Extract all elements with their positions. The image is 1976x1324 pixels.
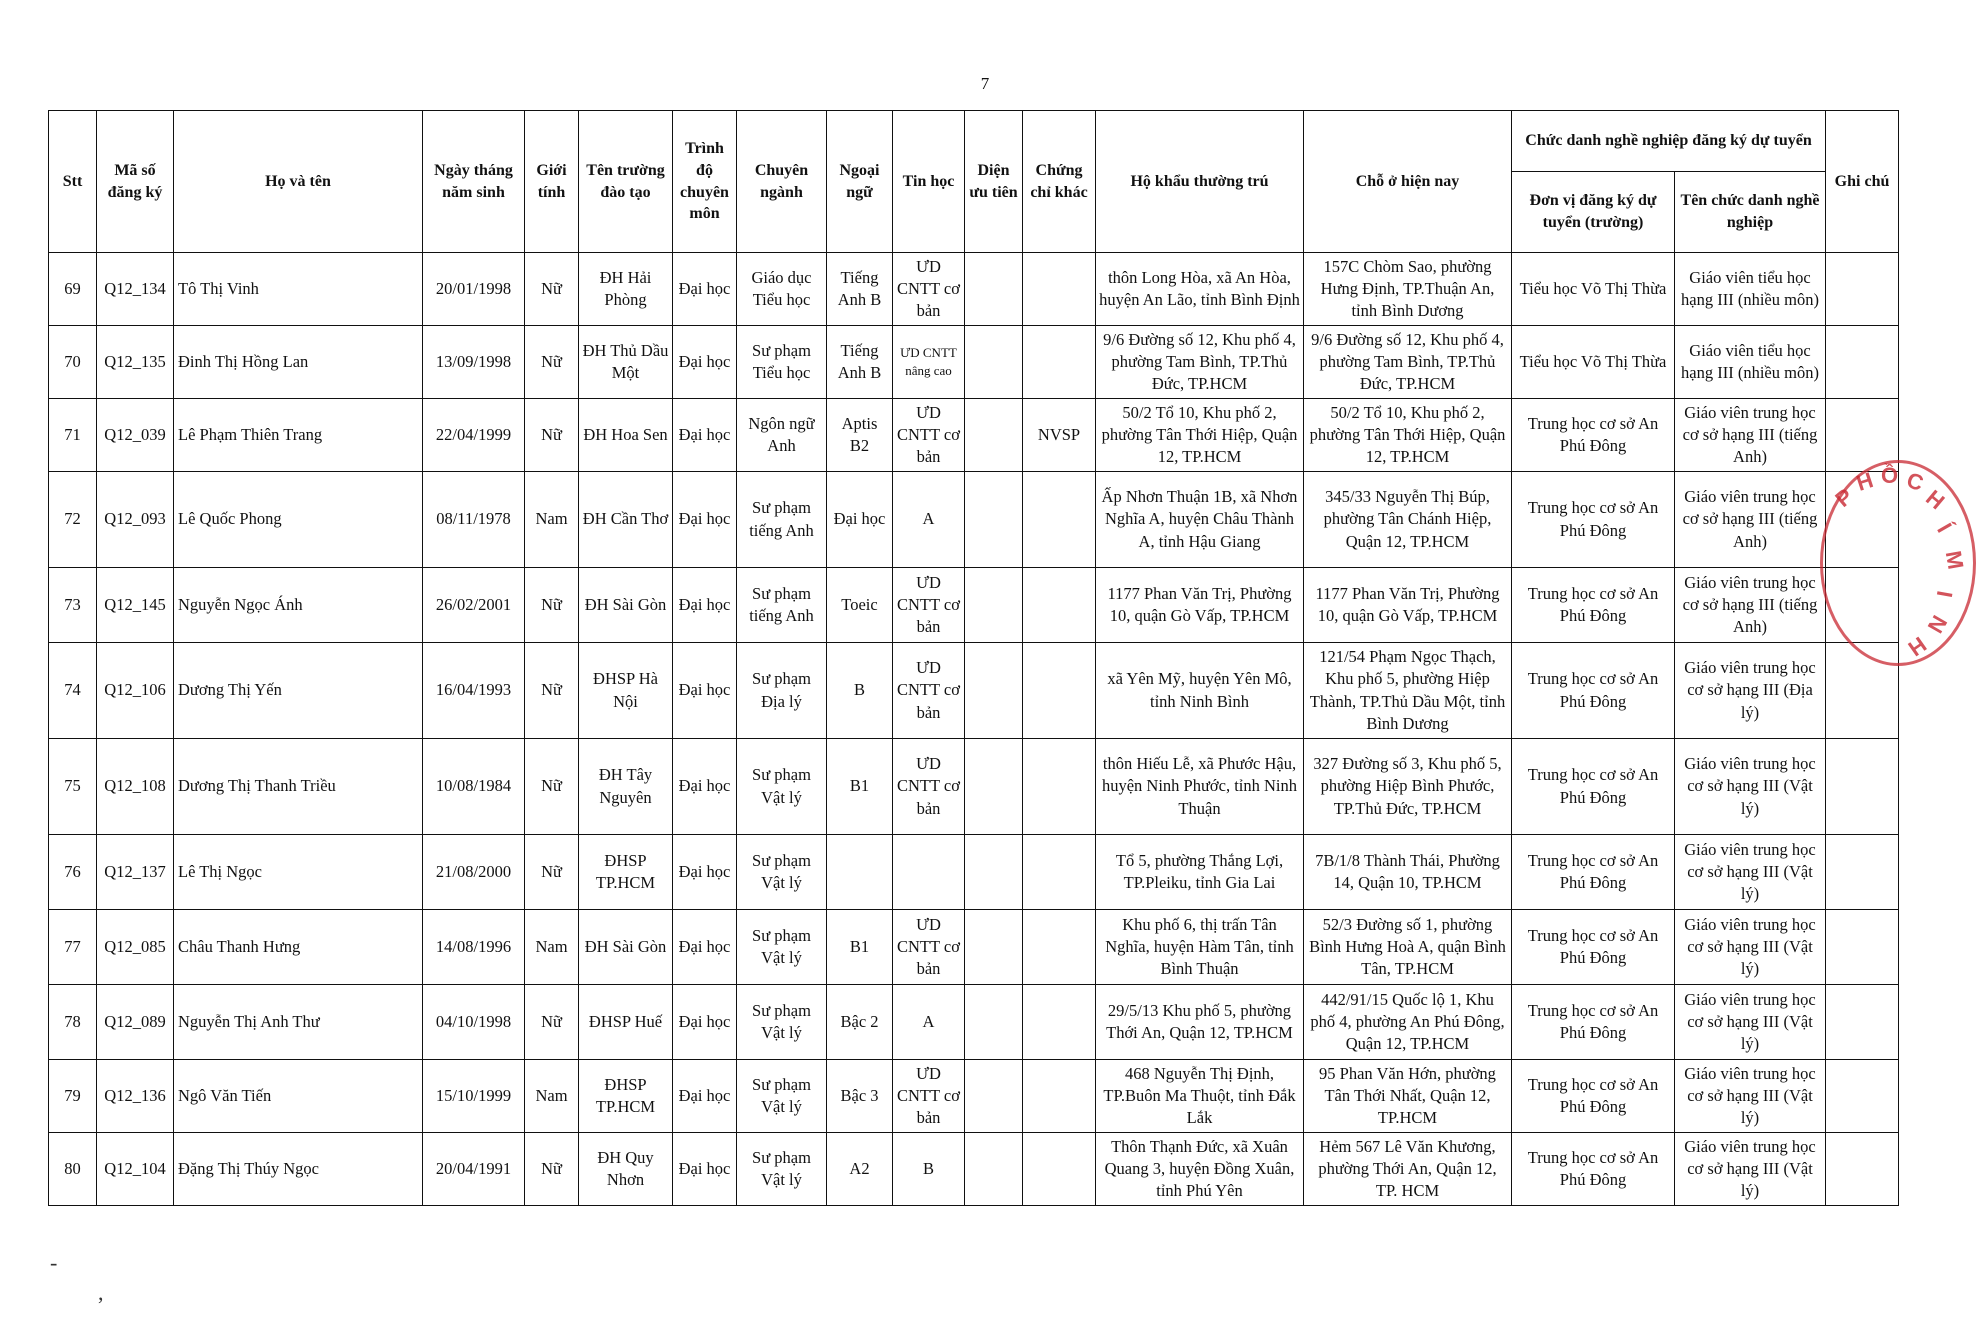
cell-gioi-tinh: Nam <box>525 1060 579 1133</box>
cell-stt: 77 <box>49 910 97 985</box>
cell-ho-ten: Dương Thị Yến <box>174 643 423 739</box>
table-row <box>49 835 1899 910</box>
table-row <box>49 1133 1899 1206</box>
cell-chung-chi <box>1023 472 1096 568</box>
cell-chung-chi <box>1023 985 1096 1060</box>
cell-ma-so: Q12_134 <box>97 253 174 326</box>
cell-tin-hoc: B <box>893 1133 965 1206</box>
cell-ngoai-ngu <box>827 835 893 910</box>
cell-ngay-sinh: 08/11/1978 <box>423 472 525 568</box>
cell-dien-uu-tien <box>965 835 1023 910</box>
cell-gioi-tinh: Nữ <box>525 643 579 739</box>
cell-cho-o: 1177 Phan Văn Trị, Phường 10, quận Gò Vấp, TP.HCM <box>1304 568 1512 643</box>
cell-ngoai-ngu: Toeic <box>827 568 893 643</box>
cell-chung-chi <box>1023 253 1096 326</box>
cell-stt: 70 <box>49 326 97 399</box>
cell-chuc-danh: Giáo viên trung học cơ sở hạng III (Vật lý) <box>1675 1133 1826 1206</box>
cell-ngay-sinh: 14/08/1996 <box>423 910 525 985</box>
cell-ngoai-ngu: Bậc 2 <box>827 985 893 1060</box>
table-row <box>49 643 1899 739</box>
cell-chuc-danh: Giáo viên trung học cơ sở hạng III (Vật lý) <box>1675 985 1826 1060</box>
cell-truong: ĐH Sài Gòn <box>579 910 673 985</box>
cell-gioi-tinh: Nam <box>525 910 579 985</box>
header-stt: Stt <box>49 111 97 253</box>
scan-speck: , <box>98 1280 104 1305</box>
table-row <box>49 326 1899 399</box>
cell-ma-so: Q12_089 <box>97 985 174 1060</box>
cell-chung-chi: NVSP <box>1023 399 1096 472</box>
cell-trinh-do: Đại học <box>673 253 737 326</box>
cell-stt: 80 <box>49 1133 97 1206</box>
cell-ho-ten: Tô Thị Vinh <box>174 253 423 326</box>
cell-gioi-tinh: Nam <box>525 472 579 568</box>
cell-chuc-danh: Giáo viên tiểu học hạng III (nhiều môn) <box>1675 253 1826 326</box>
cell-don-vi: Trung học cơ sở An Phú Đông <box>1512 1060 1675 1133</box>
cell-tin-hoc: A <box>893 985 965 1060</box>
header-ma-so: Mã số đăng ký <box>97 111 174 253</box>
cell-ho-khau: thôn Hiếu Lễ, xã Phước Hậu, huyện Ninh Phước, tỉnh Ninh Thuận <box>1096 739 1304 835</box>
cell-chuyen-nganh: Sư phạm Vật lý <box>737 910 827 985</box>
cell-ghi-chu <box>1826 910 1899 985</box>
cell-ma-so: Q12_039 <box>97 399 174 472</box>
cell-ngay-sinh: 22/04/1999 <box>423 399 525 472</box>
cell-ho-khau: 9/6 Đường số 12, Khu phố 4, phường Tam Bình, TP.Thủ Đức, TP.HCM <box>1096 326 1304 399</box>
cell-ghi-chu <box>1826 1133 1899 1206</box>
cell-ngay-sinh: 04/10/1998 <box>423 985 525 1060</box>
scan-speck: - <box>50 1250 58 1275</box>
cell-chung-chi <box>1023 1060 1096 1133</box>
cell-ngoai-ngu: Aptis B2 <box>827 399 893 472</box>
cell-don-vi: Trung học cơ sở An Phú Đông <box>1512 568 1675 643</box>
table-row <box>49 568 1899 643</box>
cell-truong: ĐHSP TP.HCM <box>579 1060 673 1133</box>
cell-don-vi: Trung học cơ sở An Phú Đông <box>1512 1133 1675 1206</box>
cell-stt: 69 <box>49 253 97 326</box>
cell-ho-khau: 1177 Phan Văn Trị, Phường 10, quận Gò Vấp, TP.HCM <box>1096 568 1304 643</box>
cell-stt: 73 <box>49 568 97 643</box>
cell-ngoai-ngu: Đại học <box>827 472 893 568</box>
header-chung-chi: Chứng chỉ khác <box>1023 111 1096 253</box>
cell-chuyen-nganh: Ngôn ngữ Anh <box>737 399 827 472</box>
cell-gioi-tinh: Nữ <box>525 835 579 910</box>
cell-stt: 79 <box>49 1060 97 1133</box>
cell-dien-uu-tien <box>965 253 1023 326</box>
cell-gioi-tinh: Nữ <box>525 1133 579 1206</box>
cell-ho-khau: Ấp Nhơn Thuận 1B, xã Nhơn Nghĩa A, huyện Châu Thành A, tỉnh Hậu Giang <box>1096 472 1304 568</box>
cell-ghi-chu <box>1826 835 1899 910</box>
cell-ma-so: Q12_108 <box>97 739 174 835</box>
cell-ngay-sinh: 20/01/1998 <box>423 253 525 326</box>
cell-trinh-do: Đại học <box>673 739 737 835</box>
cell-ngoai-ngu: B1 <box>827 739 893 835</box>
cell-don-vi: Trung học cơ sở An Phú Đông <box>1512 399 1675 472</box>
cell-ho-ten: Đặng Thị Thúy Ngọc <box>174 1133 423 1206</box>
cell-truong: ĐH Tây Nguyên <box>579 739 673 835</box>
cell-stt: 75 <box>49 739 97 835</box>
header-dien-uu-tien: Diện ưu tiên <box>965 111 1023 253</box>
header-ngoai-ngu: Ngoại ngữ <box>827 111 893 253</box>
header-ngay-sinh: Ngày tháng năm sinh <box>423 111 525 253</box>
cell-tin-hoc: ƯD CNTT cơ bản <box>893 739 965 835</box>
cell-don-vi: Trung học cơ sở An Phú Đông <box>1512 472 1675 568</box>
cell-ho-ten: Châu Thanh Hưng <box>174 910 423 985</box>
cell-ma-so: Q12_137 <box>97 835 174 910</box>
cell-chung-chi <box>1023 643 1096 739</box>
cell-trinh-do: Đại học <box>673 1060 737 1133</box>
cell-trinh-do: Đại học <box>673 835 737 910</box>
cell-trinh-do: Đại học <box>673 472 737 568</box>
header-chuc-danh-group: Chức danh nghề nghiệp đăng ký dự tuyển <box>1512 111 1826 172</box>
cell-dien-uu-tien <box>965 643 1023 739</box>
cell-ngay-sinh: 13/09/1998 <box>423 326 525 399</box>
cell-chung-chi <box>1023 326 1096 399</box>
cell-chuyen-nganh: Giáo dục Tiểu học <box>737 253 827 326</box>
candidate-table <box>48 110 1899 1206</box>
cell-ngoai-ngu: A2 <box>827 1133 893 1206</box>
cell-ma-so: Q12_085 <box>97 910 174 985</box>
cell-cho-o: 95 Phan Văn Hớn, phường Tân Thới Nhất, Quận 12, TP.HCM <box>1304 1060 1512 1133</box>
cell-don-vi: Trung học cơ sở An Phú Đông <box>1512 835 1675 910</box>
cell-ho-ten: Nguyễn Thị Anh Thư <box>174 985 423 1060</box>
cell-dien-uu-tien <box>965 1060 1023 1133</box>
cell-tin-hoc <box>893 835 965 910</box>
cell-gioi-tinh: Nữ <box>525 399 579 472</box>
cell-tin-hoc: ƯD CNTT cơ bản <box>893 399 965 472</box>
cell-ho-ten: Đinh Thị Hồng Lan <box>174 326 423 399</box>
cell-trinh-do: Đại học <box>673 643 737 739</box>
cell-tin-hoc: ƯD CNTT cơ bản <box>893 1060 965 1133</box>
cell-gioi-tinh: Nữ <box>525 326 579 399</box>
cell-ma-so: Q12_106 <box>97 643 174 739</box>
cell-tin-hoc: ƯD CNTT cơ bản <box>893 643 965 739</box>
cell-dien-uu-tien <box>965 739 1023 835</box>
cell-ghi-chu <box>1826 326 1899 399</box>
cell-ho-khau: Thôn Thạnh Đức, xã Xuân Quang 3, huyện Đồng Xuân, tỉnh Phú Yên <box>1096 1133 1304 1206</box>
cell-truong: ĐH Hải Phòng <box>579 253 673 326</box>
cell-chuc-danh: Giáo viên trung học cơ sở hạng III (tiếng Anh) <box>1675 568 1826 643</box>
cell-trinh-do: Đại học <box>673 326 737 399</box>
cell-don-vi: Tiểu học Võ Thị Thừa <box>1512 253 1675 326</box>
cell-stt: 71 <box>49 399 97 472</box>
header-cho-o: Chỗ ở hiện nay <box>1304 111 1512 253</box>
cell-chuc-danh: Giáo viên trung học cơ sở hạng III (Vật lý) <box>1675 1060 1826 1133</box>
cell-tin-hoc: ƯD CNTT nâng cao <box>893 326 965 399</box>
cell-chuc-danh: Giáo viên trung học cơ sở hạng III (Vật lý) <box>1675 739 1826 835</box>
cell-dien-uu-tien <box>965 910 1023 985</box>
cell-chuc-danh: Giáo viên trung học cơ sở hạng III (Vật lý) <box>1675 835 1826 910</box>
cell-ho-ten: Nguyễn Ngọc Ánh <box>174 568 423 643</box>
cell-ghi-chu <box>1826 985 1899 1060</box>
cell-gioi-tinh: Nữ <box>525 253 579 326</box>
cell-trinh-do: Đại học <box>673 399 737 472</box>
cell-chung-chi <box>1023 1133 1096 1206</box>
cell-ho-ten: Dương Thị Thanh Triều <box>174 739 423 835</box>
cell-ho-khau: 29/5/13 Khu phố 5, phường Thới An, Quận 12, TP.HCM <box>1096 985 1304 1060</box>
cell-trinh-do: Đại học <box>673 910 737 985</box>
cell-ho-khau: Tổ 5, phường Thắng Lợi, TP.Pleiku, tỉnh Gia Lai <box>1096 835 1304 910</box>
header-tin-hoc: Tin học <box>893 111 965 253</box>
cell-ho-khau: xã Yên Mỹ, huyện Yên Mô, tỉnh Ninh Bình <box>1096 643 1304 739</box>
cell-ho-ten: Lê Quốc Phong <box>174 472 423 568</box>
cell-dien-uu-tien <box>965 985 1023 1060</box>
table-row <box>49 985 1899 1060</box>
header-truong: Tên trường đào tạo <box>579 111 673 253</box>
cell-cho-o: Hẻm 567 Lê Văn Khương, phường Thới An, Quận 12, TP. HCM <box>1304 1133 1512 1206</box>
cell-cho-o: 345/33 Nguyễn Thị Búp, phường Tân Chánh Hiệp, Quận 12, TP.HCM <box>1304 472 1512 568</box>
cell-dien-uu-tien <box>965 472 1023 568</box>
cell-ngay-sinh: 20/04/1991 <box>423 1133 525 1206</box>
cell-gioi-tinh: Nữ <box>525 739 579 835</box>
cell-dien-uu-tien <box>965 326 1023 399</box>
cell-ngoai-ngu: Tiếng Anh B <box>827 253 893 326</box>
table-row <box>49 910 1899 985</box>
cell-ngoai-ngu: Tiếng Anh B <box>827 326 893 399</box>
header-ho-khau: Hộ khẩu thường trú <box>1096 111 1304 253</box>
cell-cho-o: 442/91/15 Quốc lộ 1, Khu phố 4, phường An Phú Đông, Quận 12, TP.HCM <box>1304 985 1512 1060</box>
table-row <box>49 399 1899 472</box>
cell-trinh-do: Đại học <box>673 568 737 643</box>
cell-truong: ĐH Sài Gòn <box>579 568 673 643</box>
cell-truong: ĐHSP TP.HCM <box>579 835 673 910</box>
cell-ngoai-ngu: B <box>827 643 893 739</box>
cell-chuyen-nganh: Sư phạm tiếng Anh <box>737 472 827 568</box>
cell-chuyen-nganh: Sư phạm tiếng Anh <box>737 568 827 643</box>
cell-ngoai-ngu: Bậc 3 <box>827 1060 893 1133</box>
cell-ghi-chu <box>1826 739 1899 835</box>
cell-dien-uu-tien <box>965 568 1023 643</box>
page-number: 7 <box>980 74 990 93</box>
cell-stt: 72 <box>49 472 97 568</box>
cell-stt: 76 <box>49 835 97 910</box>
cell-cho-o: 327 Đường số 3, Khu phố 5, phường Hiệp Bình Phước, TP.Thủ Đức, TP.HCM <box>1304 739 1512 835</box>
cell-chuyen-nganh: Sư phạm Địa lý <box>737 643 827 739</box>
cell-dien-uu-tien <box>965 1133 1023 1206</box>
cell-chuc-danh: Giáo viên trung học cơ sở hạng III (Vật lý) <box>1675 910 1826 985</box>
cell-truong: ĐH Thủ Dầu Một <box>579 326 673 399</box>
table-body <box>49 253 1899 1206</box>
cell-ho-khau: 50/2 Tổ 10, Khu phố 2, phường Tân Thới Hiệp, Quận 12, TP.HCM <box>1096 399 1304 472</box>
cell-ngay-sinh: 26/02/2001 <box>423 568 525 643</box>
cell-don-vi: Trung học cơ sở An Phú Đông <box>1512 643 1675 739</box>
cell-cho-o: 9/6 Đường số 12, Khu phố 4, phường Tam Bình, TP.Thủ Đức, TP.HCM <box>1304 326 1512 399</box>
cell-tin-hoc: ƯD CNTT cơ bản <box>893 910 965 985</box>
cell-tin-hoc: ƯD CNTT cơ bản <box>893 253 965 326</box>
cell-ma-so: Q12_135 <box>97 326 174 399</box>
cell-chuyen-nganh: Sư phạm Vật lý <box>737 985 827 1060</box>
red-seal-stamp: P H Ồ C H Í M I N H <box>1820 460 1976 666</box>
cell-ngay-sinh: 10/08/1984 <box>423 739 525 835</box>
cell-dien-uu-tien <box>965 399 1023 472</box>
cell-don-vi: Trung học cơ sở An Phú Đông <box>1512 985 1675 1060</box>
header-ghi-chu: Ghi chú <box>1826 111 1899 253</box>
header-chuyen-nganh: Chuyên ngành <box>737 111 827 253</box>
cell-chuc-danh: Giáo viên trung học cơ sở hạng III (tiếng Anh) <box>1675 472 1826 568</box>
cell-cho-o: 50/2 Tổ 10, Khu phố 2, phường Tân Thới Hiệp, Quận 12, TP.HCM <box>1304 399 1512 472</box>
cell-chuc-danh: Giáo viên trung học cơ sở hạng III (tiếng Anh) <box>1675 399 1826 472</box>
cell-truong: ĐHSP Hà Nội <box>579 643 673 739</box>
cell-truong: ĐH Cần Thơ <box>579 472 673 568</box>
table-row <box>49 472 1899 568</box>
cell-stt: 78 <box>49 985 97 1060</box>
cell-ho-khau: thôn Long Hòa, xã An Hòa, huyện An Lão, tỉnh Bình Định <box>1096 253 1304 326</box>
cell-ma-so: Q12_093 <box>97 472 174 568</box>
cell-chuyen-nganh: Sư phạm Vật lý <box>737 1060 827 1133</box>
cell-chuyen-nganh: Sư phạm Tiểu học <box>737 326 827 399</box>
cell-chuc-danh: Giáo viên tiểu học hạng III (nhiều môn) <box>1675 326 1826 399</box>
cell-ngay-sinh: 16/04/1993 <box>423 643 525 739</box>
cell-ma-so: Q12_136 <box>97 1060 174 1133</box>
cell-chuyen-nganh: Sư phạm Vật lý <box>737 739 827 835</box>
cell-cho-o: 7B/1/8 Thành Thái, Phường 14, Quận 10, TP.HCM <box>1304 835 1512 910</box>
cell-don-vi: Trung học cơ sở An Phú Đông <box>1512 739 1675 835</box>
cell-ngoai-ngu: B1 <box>827 910 893 985</box>
cell-ngay-sinh: 21/08/2000 <box>423 835 525 910</box>
cell-truong: ĐH Hoa Sen <box>579 399 673 472</box>
cell-don-vi: Tiểu học Võ Thị Thừa <box>1512 326 1675 399</box>
table-row <box>49 253 1899 326</box>
cell-chuyen-nganh: Sư phạm Vật lý <box>737 1133 827 1206</box>
cell-ghi-chu <box>1826 253 1899 326</box>
cell-ho-ten: Ngô Văn Tiến <box>174 1060 423 1133</box>
table-row <box>49 1060 1899 1133</box>
cell-chung-chi <box>1023 835 1096 910</box>
header-gioi-tinh: Giới tính <box>525 111 579 253</box>
cell-cho-o: 52/3 Đường số 1, phường Bình Hưng Hoà A, quận Bình Tân, TP.HCM <box>1304 910 1512 985</box>
cell-ngay-sinh: 15/10/1999 <box>423 1060 525 1133</box>
cell-chuyen-nganh: Sư phạm Vật lý <box>737 835 827 910</box>
cell-stt: 74 <box>49 643 97 739</box>
header-trinh-do: Trình độ chuyên môn <box>673 111 737 253</box>
cell-ghi-chu <box>1826 1060 1899 1133</box>
cell-truong: ĐHSP Huế <box>579 985 673 1060</box>
header-ho-ten: Họ và tên <box>174 111 423 253</box>
cell-trinh-do: Đại học <box>673 1133 737 1206</box>
cell-ma-so: Q12_145 <box>97 568 174 643</box>
cell-chuc-danh: Giáo viên trung học cơ sở hạng III (Địa lý) <box>1675 643 1826 739</box>
cell-cho-o: 157C Chòm Sao, phường Hưng Định, TP.Thuận An, tỉnh Bình Dương <box>1304 253 1512 326</box>
cell-chung-chi <box>1023 568 1096 643</box>
cell-tin-hoc: A <box>893 472 965 568</box>
cell-cho-o: 121/54 Phạm Ngọc Thạch, Khu phố 5, phường Hiệp Thành, TP.Thủ Dầu Một, tỉnh Bình Dương <box>1304 643 1512 739</box>
cell-tin-hoc: ƯD CNTT cơ bản <box>893 568 965 643</box>
cell-ho-ten: Lê Thị Ngọc <box>174 835 423 910</box>
cell-ho-khau: Khu phố 6, thị trấn Tân Nghĩa, huyện Hàm Tân, tỉnh Bình Thuận <box>1096 910 1304 985</box>
cell-truong: ĐH Quy Nhơn <box>579 1133 673 1206</box>
header-don-vi: Đơn vị đăng ký dự tuyển (trường) <box>1512 172 1675 253</box>
cell-gioi-tinh: Nữ <box>525 985 579 1060</box>
cell-chung-chi <box>1023 910 1096 985</box>
header-ten-chuc-danh: Tên chức danh nghề nghiệp <box>1675 172 1826 253</box>
cell-ho-ten: Lê Phạm Thiên Trang <box>174 399 423 472</box>
cell-gioi-tinh: Nữ <box>525 568 579 643</box>
cell-trinh-do: Đại học <box>673 985 737 1060</box>
table-row <box>49 739 1899 835</box>
cell-don-vi: Trung học cơ sở An Phú Đông <box>1512 910 1675 985</box>
cell-chung-chi <box>1023 739 1096 835</box>
cell-ma-so: Q12_104 <box>97 1133 174 1206</box>
cell-ho-khau: 468 Nguyễn Thị Định, TP.Buôn Ma Thuột, tỉnh Đắk Lắk <box>1096 1060 1304 1133</box>
